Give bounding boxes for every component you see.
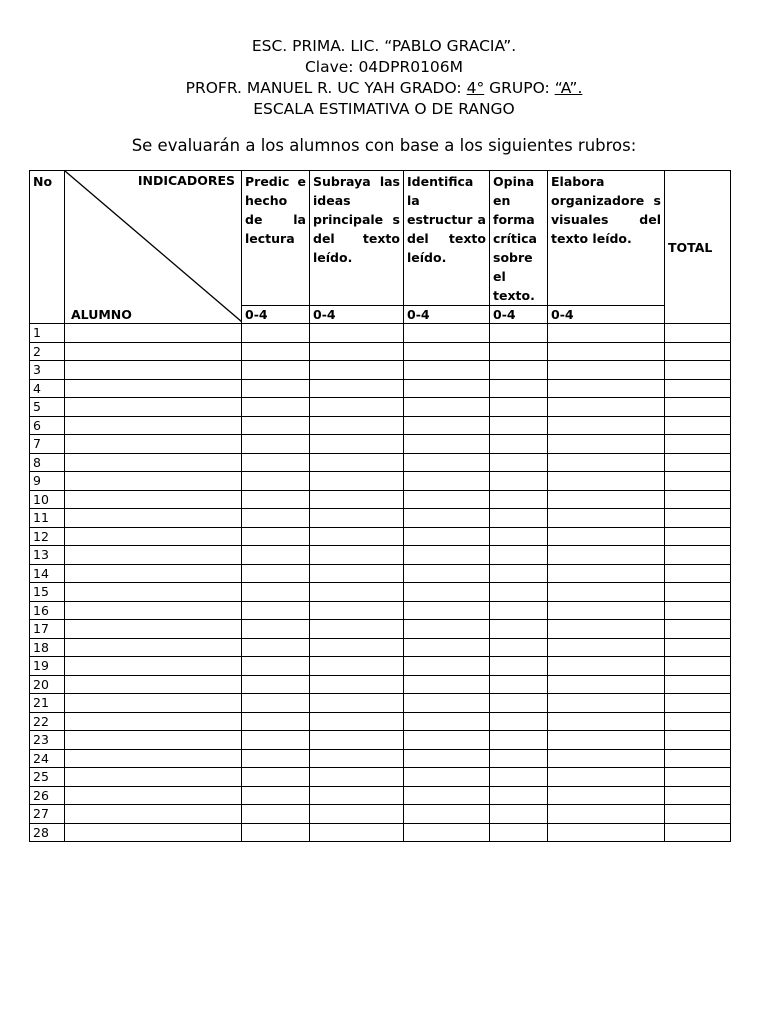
score-cell[interactable]: [548, 620, 665, 639]
score-cell[interactable]: [242, 324, 310, 343]
score-cell[interactable]: [310, 342, 404, 361]
score-cell[interactable]: [404, 675, 490, 694]
score-cell[interactable]: [548, 509, 665, 528]
row-number: 3: [30, 361, 65, 380]
score-cell[interactable]: [548, 749, 665, 768]
score-cell[interactable]: [404, 823, 490, 842]
row-number: 2: [30, 342, 65, 361]
total-cell[interactable]: [665, 416, 731, 435]
total-cell[interactable]: [665, 398, 731, 417]
row-number: 8: [30, 453, 65, 472]
score-cell[interactable]: [490, 490, 548, 509]
score-cell[interactable]: [310, 768, 404, 787]
row-number: 14: [30, 564, 65, 583]
score-cell[interactable]: [242, 379, 310, 398]
score-cell[interactable]: [548, 805, 665, 824]
score-cell[interactable]: [242, 472, 310, 491]
score-cell[interactable]: [490, 657, 548, 676]
score-cell[interactable]: [310, 416, 404, 435]
score-cell[interactable]: [548, 583, 665, 602]
score-cell[interactable]: [242, 786, 310, 805]
total-cell[interactable]: [665, 638, 731, 657]
score-cell[interactable]: [404, 416, 490, 435]
row-number: 17: [30, 620, 65, 639]
table-row: [30, 435, 731, 454]
criterion-1-label: Predic e hecho de la lectura: [242, 171, 310, 306]
score-cell[interactable]: [242, 675, 310, 694]
score-cell[interactable]: [490, 453, 548, 472]
student-name-cell[interactable]: [65, 453, 242, 472]
score-cell[interactable]: [548, 712, 665, 731]
row-number: 16: [30, 601, 65, 620]
document-header: [0, 36, 768, 120]
student-name-cell[interactable]: [65, 657, 242, 676]
score-cell[interactable]: [548, 435, 665, 454]
score-cell[interactable]: [242, 657, 310, 676]
score-cell[interactable]: [404, 657, 490, 676]
student-name-cell[interactable]: [65, 620, 242, 639]
score-cell[interactable]: [548, 823, 665, 842]
score-cell[interactable]: [490, 694, 548, 713]
score-cell[interactable]: [548, 416, 665, 435]
score-cell[interactable]: [490, 675, 548, 694]
score-cell[interactable]: [404, 342, 490, 361]
total-cell[interactable]: [665, 435, 731, 454]
row-number: 21: [30, 694, 65, 713]
student-name-cell[interactable]: [65, 509, 242, 528]
score-cell[interactable]: [310, 361, 404, 380]
score-cell[interactable]: [310, 435, 404, 454]
score-cell[interactable]: [490, 546, 548, 565]
score-cell[interactable]: [404, 453, 490, 472]
score-cell[interactable]: [404, 490, 490, 509]
score-cell[interactable]: [404, 379, 490, 398]
row-number: 23: [30, 731, 65, 750]
total-cell[interactable]: [665, 509, 731, 528]
header-no: No: [30, 171, 65, 324]
score-cell[interactable]: [242, 509, 310, 528]
table-row: [30, 379, 731, 398]
row-number: 25: [30, 768, 65, 787]
score-cell[interactable]: [242, 638, 310, 657]
diagonal-divider: [65, 171, 242, 322]
row-number: 7: [30, 435, 65, 454]
score-cell[interactable]: [404, 546, 490, 565]
score-cell[interactable]: [404, 435, 490, 454]
group-label: GRUPO:: [484, 79, 555, 97]
student-name-cell[interactable]: [65, 638, 242, 657]
score-cell[interactable]: [310, 324, 404, 343]
table-row: [30, 398, 731, 417]
row-number: 26: [30, 786, 65, 805]
total-cell[interactable]: [665, 546, 731, 565]
score-cell[interactable]: [310, 786, 404, 805]
intro-text: Se evaluarán a los alumnos con base a los siguientes rubros:: [131, 136, 637, 155]
score-cell[interactable]: [548, 490, 665, 509]
table-row: [30, 342, 731, 361]
score-cell[interactable]: [242, 601, 310, 620]
table-row: [30, 601, 731, 620]
score-cell[interactable]: [548, 694, 665, 713]
score-cell[interactable]: [310, 601, 404, 620]
score-cell[interactable]: [404, 768, 490, 787]
score-cell[interactable]: [490, 342, 548, 361]
row-number: 18: [30, 638, 65, 657]
total-cell[interactable]: [665, 583, 731, 602]
score-cell[interactable]: [548, 657, 665, 676]
row-number: 5: [30, 398, 65, 417]
score-cell[interactable]: [310, 583, 404, 602]
score-cell[interactable]: [310, 638, 404, 657]
table-row: [30, 564, 731, 583]
criterion-2-range: 0-4: [310, 306, 404, 324]
score-cell[interactable]: [490, 731, 548, 750]
score-cell[interactable]: [490, 786, 548, 805]
score-cell[interactable]: [548, 546, 665, 565]
table-row: [30, 638, 731, 657]
table-row: [30, 749, 731, 768]
row-number: 10: [30, 490, 65, 509]
header-total: TOTAL: [665, 171, 731, 324]
score-cell[interactable]: [310, 805, 404, 824]
score-cell[interactable]: [404, 509, 490, 528]
criterion-1-range: 0-4: [242, 306, 310, 324]
score-cell[interactable]: [242, 731, 310, 750]
score-cell[interactable]: [310, 564, 404, 583]
criterion-4-label: Opina en forma crítica sobre el texto.: [490, 171, 548, 306]
table-row: [30, 361, 731, 380]
score-cell[interactable]: [490, 823, 548, 842]
student-name-cell[interactable]: [65, 601, 242, 620]
score-cell[interactable]: [490, 712, 548, 731]
student-name-cell[interactable]: [65, 583, 242, 602]
score-cell[interactable]: [490, 472, 548, 491]
score-cell[interactable]: [490, 583, 548, 602]
scale-title: ESCALA ESTIMATIVA O DE RANGO: [253, 100, 515, 118]
table-row: [30, 416, 731, 435]
score-cell[interactable]: [310, 694, 404, 713]
total-cell[interactable]: [665, 805, 731, 824]
student-name-cell[interactable]: [65, 379, 242, 398]
score-cell[interactable]: [242, 805, 310, 824]
score-cell[interactable]: [548, 786, 665, 805]
student-name-cell[interactable]: [65, 490, 242, 509]
total-cell[interactable]: [665, 564, 731, 583]
score-cell[interactable]: [490, 601, 548, 620]
score-cell[interactable]: [310, 472, 404, 491]
score-cell[interactable]: [490, 509, 548, 528]
total-cell[interactable]: [665, 620, 731, 639]
row-number: 9: [30, 472, 65, 491]
table-row: [30, 657, 731, 676]
student-name-cell[interactable]: [65, 472, 242, 491]
score-cell[interactable]: [490, 361, 548, 380]
score-cell[interactable]: [242, 398, 310, 417]
student-name-cell[interactable]: [65, 361, 242, 380]
row-number: 20: [30, 675, 65, 694]
score-cell[interactable]: [490, 324, 548, 343]
score-cell[interactable]: [242, 342, 310, 361]
student-name-cell[interactable]: [65, 694, 242, 713]
score-cell[interactable]: [548, 453, 665, 472]
row-number: 13: [30, 546, 65, 565]
total-cell[interactable]: [665, 657, 731, 676]
student-name-cell[interactable]: [65, 435, 242, 454]
total-cell[interactable]: [665, 786, 731, 805]
total-cell[interactable]: [665, 324, 731, 343]
header-row: [30, 171, 731, 306]
rubric-table: [29, 170, 731, 842]
score-cell[interactable]: [490, 435, 548, 454]
score-cell[interactable]: [404, 472, 490, 491]
total-cell[interactable]: [665, 342, 731, 361]
row-number: 22: [30, 712, 65, 731]
score-cell[interactable]: [310, 712, 404, 731]
score-cell[interactable]: [490, 564, 548, 583]
criterion-4-range: 0-4: [490, 306, 548, 324]
row-number: 24: [30, 749, 65, 768]
score-cell[interactable]: [310, 509, 404, 528]
score-cell[interactable]: [548, 361, 665, 380]
table-row: [30, 453, 731, 472]
score-cell[interactable]: [404, 361, 490, 380]
score-cell[interactable]: [548, 527, 665, 546]
score-cell[interactable]: [310, 527, 404, 546]
student-name-cell[interactable]: [65, 527, 242, 546]
score-cell[interactable]: [490, 805, 548, 824]
score-cell[interactable]: [404, 527, 490, 546]
score-cell[interactable]: [310, 657, 404, 676]
student-name-cell[interactable]: [65, 564, 242, 583]
student-name-cell[interactable]: [65, 823, 242, 842]
score-cell[interactable]: [548, 564, 665, 583]
student-name-cell[interactable]: [65, 768, 242, 787]
table-row: [30, 472, 731, 491]
student-name-cell[interactable]: [65, 675, 242, 694]
score-cell[interactable]: [404, 805, 490, 824]
criterion-5-label: Elabora organizadore s visuales del texto leído.: [548, 171, 665, 306]
score-cell[interactable]: [242, 694, 310, 713]
score-cell[interactable]: [548, 379, 665, 398]
score-cell[interactable]: [242, 416, 310, 435]
score-cell[interactable]: [490, 379, 548, 398]
total-cell[interactable]: [665, 453, 731, 472]
score-cell[interactable]: [490, 768, 548, 787]
score-cell[interactable]: [310, 546, 404, 565]
student-name-cell[interactable]: [65, 398, 242, 417]
header-indicators: INDICADORES: [137, 173, 235, 188]
total-cell[interactable]: [665, 490, 731, 509]
score-cell[interactable]: [242, 823, 310, 842]
score-cell[interactable]: [242, 712, 310, 731]
table-row: [30, 823, 731, 842]
score-cell[interactable]: [490, 749, 548, 768]
table-row: [30, 786, 731, 805]
criterion-5-range: 0-4: [548, 306, 665, 324]
score-cell[interactable]: [242, 490, 310, 509]
total-cell[interactable]: [665, 731, 731, 750]
table-row: [30, 490, 731, 509]
row-number: 15: [30, 583, 65, 602]
score-cell[interactable]: [310, 398, 404, 417]
student-name-cell[interactable]: [65, 786, 242, 805]
score-cell[interactable]: [404, 731, 490, 750]
table-row: [30, 324, 731, 343]
student-name-cell[interactable]: [65, 416, 242, 435]
total-cell[interactable]: [665, 361, 731, 380]
score-cell[interactable]: [242, 768, 310, 787]
score-cell[interactable]: [242, 583, 310, 602]
total-cell[interactable]: [665, 749, 731, 768]
score-cell[interactable]: [490, 527, 548, 546]
score-cell[interactable]: [404, 694, 490, 713]
score-cell[interactable]: [404, 324, 490, 343]
table-row: [30, 620, 731, 639]
table-row: [30, 768, 731, 787]
score-cell[interactable]: [242, 453, 310, 472]
score-cell[interactable]: [548, 638, 665, 657]
score-cell[interactable]: [404, 749, 490, 768]
table-row: [30, 694, 731, 713]
score-cell[interactable]: [548, 342, 665, 361]
total-cell[interactable]: [665, 601, 731, 620]
score-cell[interactable]: [548, 601, 665, 620]
row-number: 27: [30, 805, 65, 824]
score-cell[interactable]: [548, 398, 665, 417]
total-cell[interactable]: [665, 823, 731, 842]
score-cell[interactable]: [310, 379, 404, 398]
score-cell[interactable]: [242, 527, 310, 546]
score-cell[interactable]: [310, 749, 404, 768]
school-code: Clave: 04DPR0106M: [304, 58, 464, 76]
table-row: [30, 546, 731, 565]
score-cell[interactable]: [310, 823, 404, 842]
total-cell[interactable]: [665, 527, 731, 546]
row-number: 12: [30, 527, 65, 546]
total-cell[interactable]: [665, 379, 731, 398]
student-name-cell[interactable]: [65, 712, 242, 731]
criterion-3-label: Identifica la estructur a del texto leído.: [404, 171, 490, 306]
student-name-cell[interactable]: [65, 731, 242, 750]
score-cell[interactable]: [548, 731, 665, 750]
score-cell[interactable]: [242, 620, 310, 639]
score-cell[interactable]: [310, 675, 404, 694]
score-cell[interactable]: [310, 620, 404, 639]
score-cell[interactable]: [404, 601, 490, 620]
total-cell[interactable]: [665, 768, 731, 787]
score-cell[interactable]: [490, 416, 548, 435]
row-number: 28: [30, 823, 65, 842]
total-cell[interactable]: [665, 712, 731, 731]
student-name-cell[interactable]: [65, 546, 242, 565]
score-cell[interactable]: [548, 472, 665, 491]
table-row: [30, 675, 731, 694]
student-name-cell[interactable]: [65, 324, 242, 343]
score-cell[interactable]: [242, 361, 310, 380]
score-cell[interactable]: [242, 749, 310, 768]
total-cell[interactable]: [665, 694, 731, 713]
row-number: 4: [30, 379, 65, 398]
school-name: ESC. PRIMA. LIC. “PABLO GRACIA”.: [251, 37, 517, 55]
score-cell[interactable]: [310, 490, 404, 509]
student-name-cell[interactable]: [65, 342, 242, 361]
row-number: 19: [30, 657, 65, 676]
header-alumno: ALUMNO: [71, 307, 132, 322]
group-value: “A”.: [554, 79, 583, 97]
table-row: [30, 509, 731, 528]
grade-value: 4°: [466, 79, 485, 97]
score-cell[interactable]: [490, 398, 548, 417]
score-cell[interactable]: [548, 324, 665, 343]
header-indicators-alumno: [65, 171, 242, 324]
teacher-line: [0, 78, 768, 99]
criterion-2-label: Subraya las ideas principale s del texto leído.: [310, 171, 404, 306]
score-cell[interactable]: [404, 564, 490, 583]
score-cell[interactable]: [404, 620, 490, 639]
score-cell[interactable]: [490, 638, 548, 657]
teacher-name: PROFR. MANUEL R. UC YAH GRADO:: [185, 79, 467, 97]
student-name-cell[interactable]: [65, 749, 242, 768]
score-cell[interactable]: [242, 435, 310, 454]
score-cell[interactable]: [242, 564, 310, 583]
score-cell[interactable]: [242, 546, 310, 565]
score-cell[interactable]: [404, 786, 490, 805]
table-row: [30, 731, 731, 750]
score-cell[interactable]: [310, 453, 404, 472]
table-row: [30, 527, 731, 546]
score-cell[interactable]: [548, 675, 665, 694]
score-cell[interactable]: [404, 583, 490, 602]
student-name-cell[interactable]: [65, 805, 242, 824]
score-cell[interactable]: [404, 712, 490, 731]
row-number: 1: [30, 324, 65, 343]
score-cell[interactable]: [548, 768, 665, 787]
table-row: [30, 712, 731, 731]
table-row: [30, 805, 731, 824]
score-cell[interactable]: [404, 638, 490, 657]
row-number: 6: [30, 416, 65, 435]
criterion-3-range: 0-4: [404, 306, 490, 324]
total-cell[interactable]: [665, 675, 731, 694]
score-cell[interactable]: [404, 398, 490, 417]
score-cell[interactable]: [490, 620, 548, 639]
score-cell[interactable]: [310, 731, 404, 750]
table-row: [30, 583, 731, 602]
row-number: 11: [30, 509, 65, 528]
total-cell[interactable]: [665, 472, 731, 491]
